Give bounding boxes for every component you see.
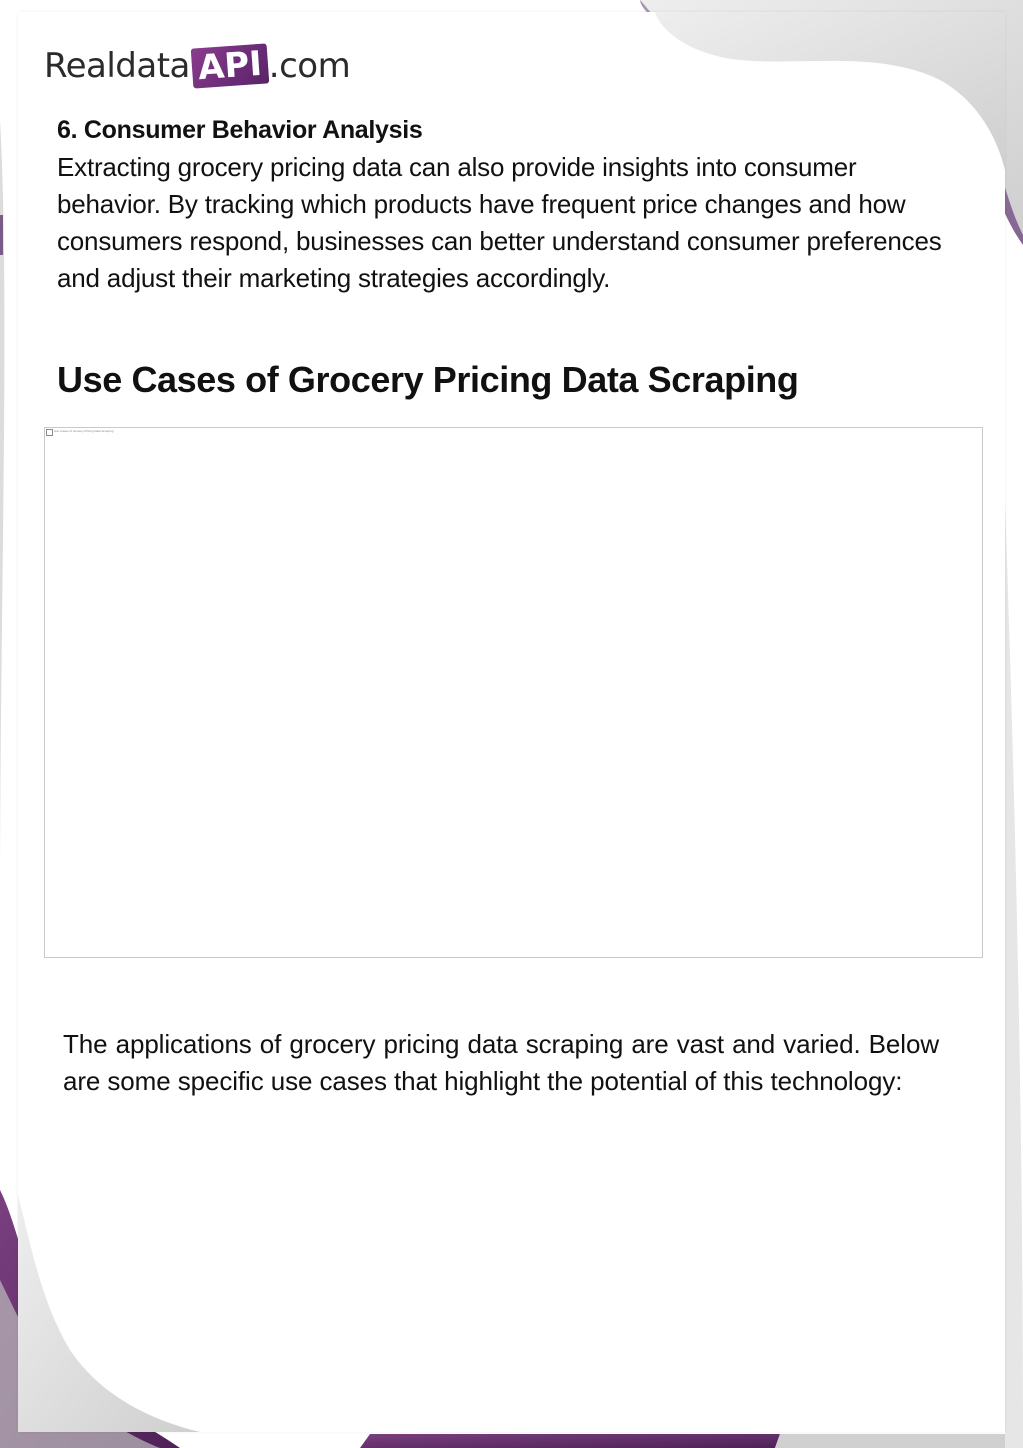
section-heading: 6. Consumer Behavior Analysis (57, 116, 423, 144)
use-cases-image-placeholder (44, 427, 983, 958)
brand-logo (44, 40, 350, 92)
broken-image-icon (46, 429, 53, 436)
logo-api-badge: API (191, 43, 269, 88)
use-cases-intro-paragraph: The applications of grocery pricing data scraping are vast and varied. Below are some specific use cases that highlight the potential of this technology: (63, 1029, 939, 1096)
logo-domain-suffix: .com (268, 46, 351, 86)
logo-wordmark: Realdata (44, 46, 190, 86)
image-alt-text: Use Cases of Grocery Pricing Data Scraping (54, 429, 114, 433)
section-paragraph: Extracting grocery pricing data can also provide insights into consumer behavior. By tracking which products have frequent price changes and how consumers respond, businesses can better understand consumer preferences and adjust their marketing strategies accordingly. (57, 152, 942, 293)
use-cases-title: Use Cases of Grocery Pricing Data Scraping (57, 359, 799, 400)
